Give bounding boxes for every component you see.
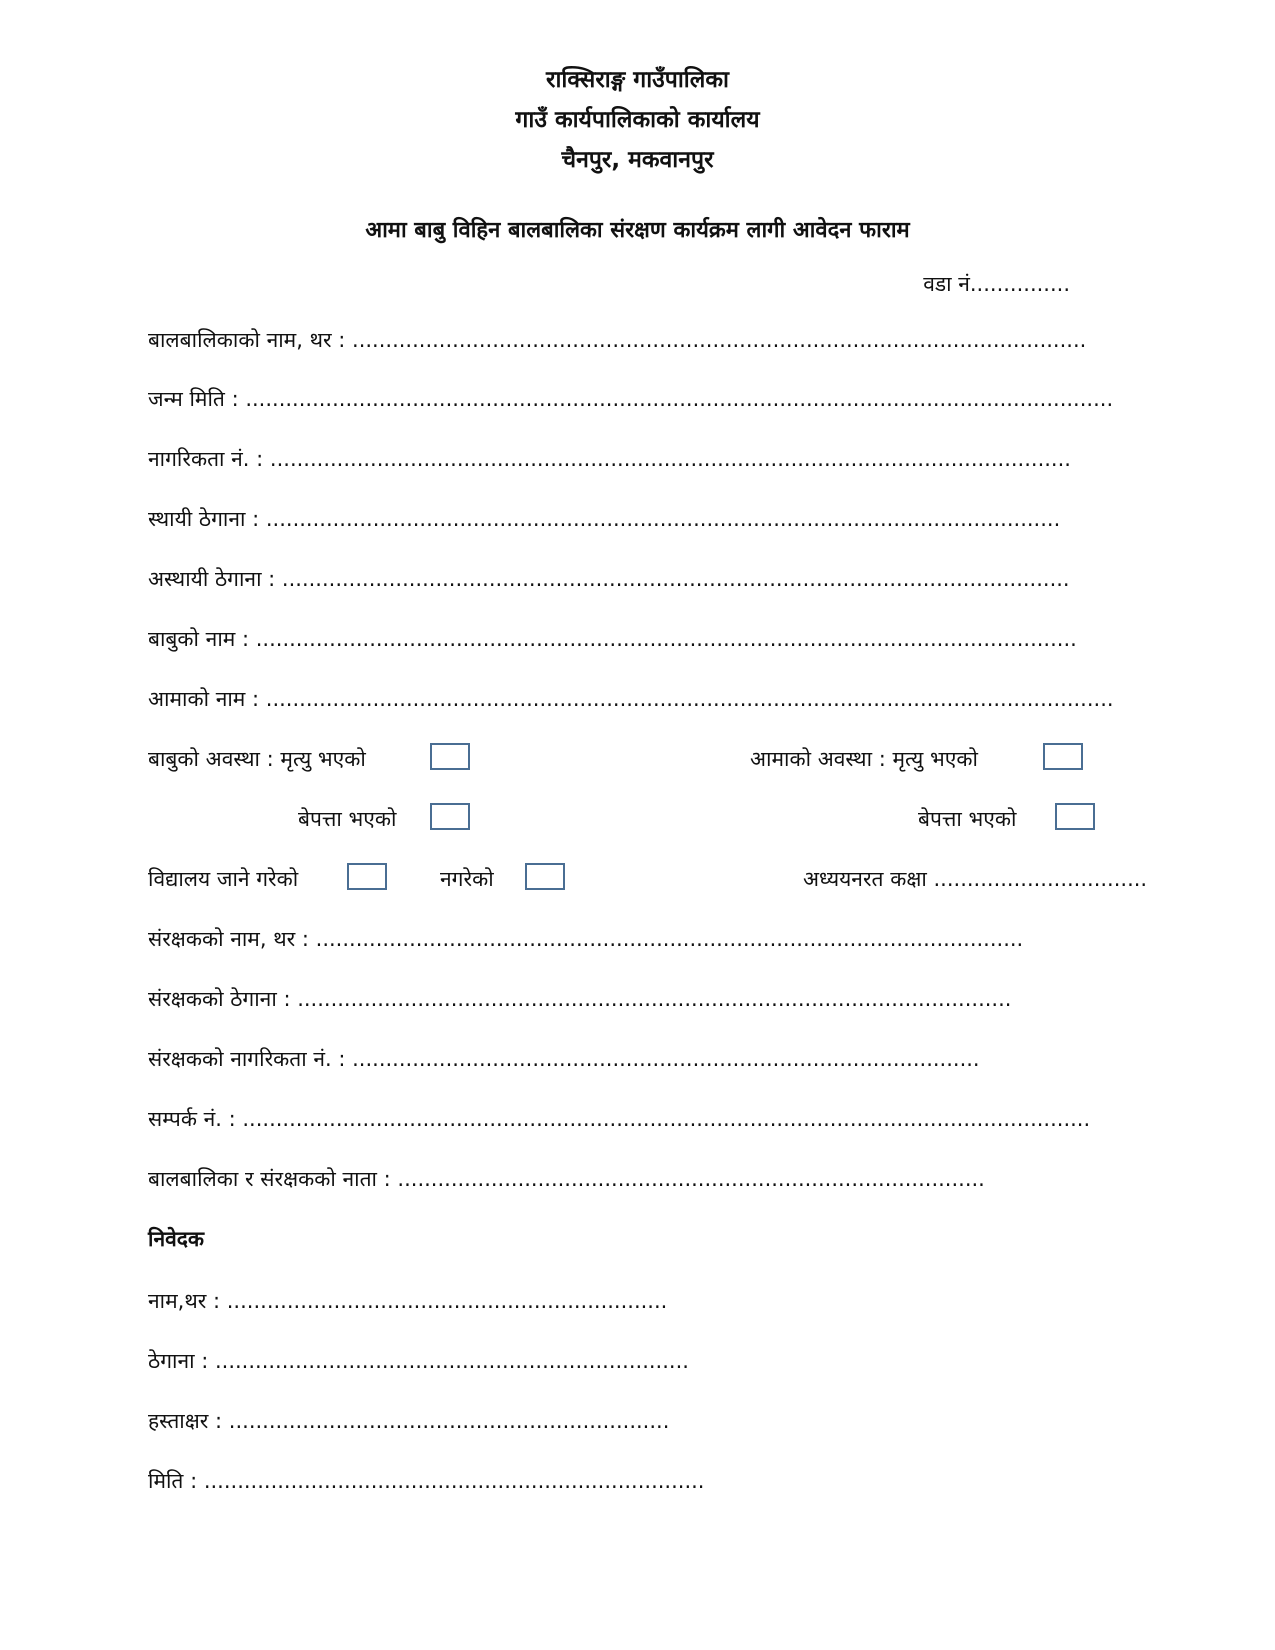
guardian-address-field[interactable]: संरक्षकको ठेगाना : ........................................................................................................... xyxy=(148,987,1012,1011)
temporary-address-field[interactable]: अस्थायी ठेगाना : ...................................................................................................................... xyxy=(148,567,1070,591)
child-name-field[interactable]: बालबालिकाको नाम, थर : .............................................................................................................. xyxy=(148,328,1087,352)
mother-status-label: आमाको अवस्था : मृत्यु भएको xyxy=(750,747,978,771)
office-location: चैनपुर, मकवानपुर xyxy=(561,147,714,173)
date-of-birth-field[interactable]: जन्म मिति : .................................................................................................................................. xyxy=(148,387,1114,411)
office-name: गाउँ कार्यपालिकाको कार्यालय xyxy=(515,107,760,133)
contact-number-field[interactable]: सम्पर्क नं. : ............................................................................................................................... xyxy=(148,1107,1091,1131)
father-missing-label: बेपत्ता भएको xyxy=(298,807,397,831)
mother-missing-checkbox[interactable] xyxy=(1055,803,1095,830)
applicant-date-field[interactable]: मिति : ........................................................................... xyxy=(148,1469,705,1493)
school-attending-label: विद्यालय जाने गरेको xyxy=(148,867,299,891)
guardian-citizenship-field[interactable]: संरक्षकको नागरिकता नं. : .............................................................................................. xyxy=(148,1047,980,1071)
applicant-signature-field[interactable]: हस्ताक्षर : .................................................................. xyxy=(148,1409,670,1433)
applicant-heading: निवेदक xyxy=(148,1227,205,1251)
citizenship-number-field[interactable]: नागरिकता नं. : ........................................................................................................................ xyxy=(148,447,1071,471)
school-not-attending-label: नगरेको xyxy=(440,867,494,891)
guardian-name-field[interactable]: संरक्षकको नाम, थर : .......................................................................................................... xyxy=(148,927,1024,951)
ward-number-field[interactable]: वडा नं............... xyxy=(923,272,1070,296)
relation-field[interactable]: बालबालिका र संरक्षकको नाता : ........................................................................................ xyxy=(148,1167,985,1191)
father-status-label: बाबुको अवस्था : मृत्यु भएको xyxy=(148,747,366,771)
applicant-address-field[interactable]: ठेगाना : ....................................................................... xyxy=(148,1349,689,1373)
municipality-name: राक्सिराङ्ग गाउँपालिका xyxy=(546,67,729,93)
father-name-field[interactable]: बाबुको नाम : ........................................................................................................................... xyxy=(148,627,1077,651)
applicant-name-field[interactable]: नाम,थर : .................................................................. xyxy=(148,1289,668,1313)
form-title: आमा बाबु विहिन बालबालिका संरक्षण कार्यक्रम लागी आवेदन फाराम xyxy=(365,218,910,243)
father-deceased-checkbox[interactable] xyxy=(430,743,470,770)
permanent-address-field[interactable]: स्थायी ठेगाना : ....................................................................................................................... xyxy=(148,507,1061,531)
school-not-attending-checkbox[interactable] xyxy=(525,863,565,890)
mother-deceased-checkbox[interactable] xyxy=(1043,743,1083,770)
mother-name-field[interactable]: आमाको नाम : ............................................................................................................................... xyxy=(148,687,1114,711)
mother-missing-label: बेपत्ता भएको xyxy=(918,807,1017,831)
father-missing-checkbox[interactable] xyxy=(430,803,470,830)
school-attending-checkbox[interactable] xyxy=(347,863,387,890)
study-grade-field[interactable]: अध्ययनरत कक्षा ................................ xyxy=(803,867,1148,891)
